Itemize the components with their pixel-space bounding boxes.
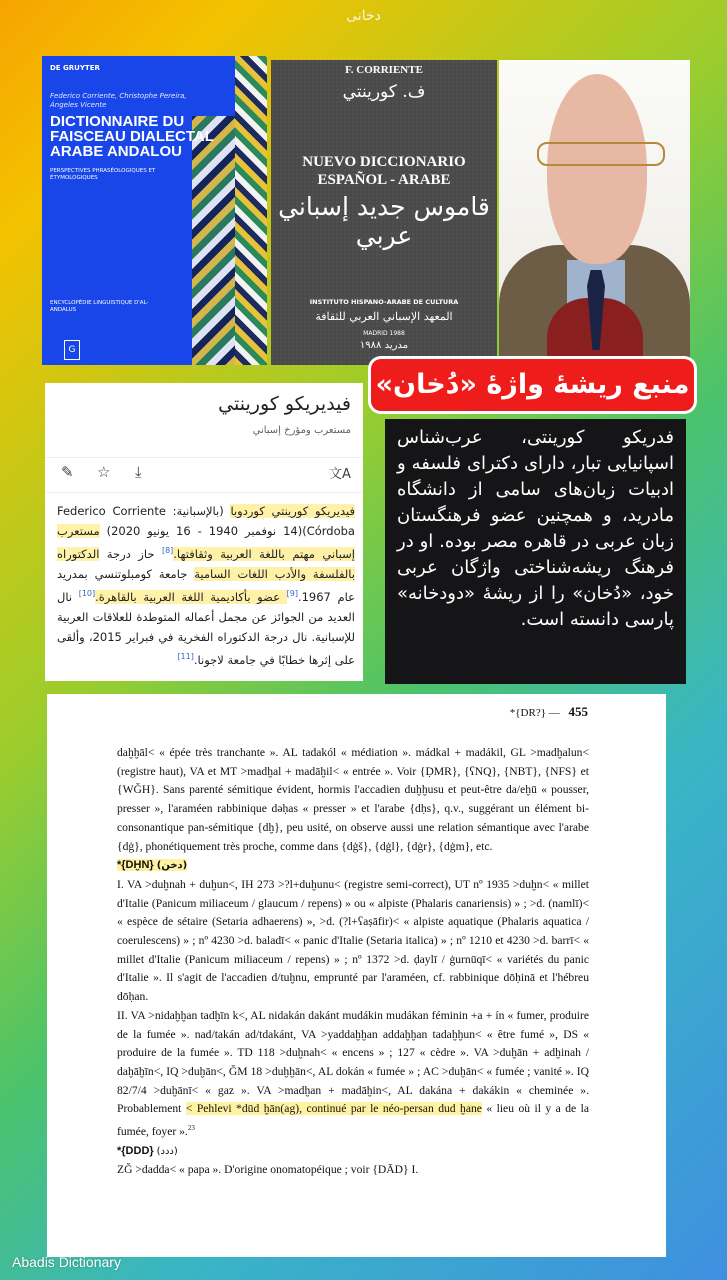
book2-institute: INSTITUTO HISPANO-ARABE DE CULTURA xyxy=(309,298,459,306)
book2-title-arabic: قاموس جديد إسباني عربي xyxy=(278,192,490,250)
book1-title: DICTIONNAIRE DU FAISCEAU DIALECTAL ARABE ANDALOU xyxy=(50,113,214,160)
wiki-name-highlight: فيديريكو كورينتي كوردوبا xyxy=(230,504,355,518)
wiki-text: (بالإسبانية: Federico Corriente Córdoba)(14 نوفمبر 1940 - 16 يونيو 2020) xyxy=(57,504,355,538)
publisher-logo: G xyxy=(64,340,80,360)
book-cover-nuevo-diccionario xyxy=(271,60,497,365)
wiki-text: حاز درجة xyxy=(99,546,162,561)
book1-authors: Federico Corriente, Christophe Pereira, Ángeles Vicente xyxy=(50,92,187,109)
entry-heading xyxy=(117,1142,589,1162)
entry-root-arabic: (ددد) xyxy=(156,1145,178,1157)
book2-author: F. CORRIENTE xyxy=(345,64,423,76)
running-head-label: *{DR?} xyxy=(509,707,546,719)
wiki-subtitle: مستعرب ومؤرخ إسباني xyxy=(252,425,351,436)
persian-description: فدریکو کورینتی، عرب‌شناس اسپانیایی تبار، دارای دکترای فلسفه و ادبیات زبان‌های سامی از دانشگاه مادرید، و همچنین عضو فرهنگستان زبان عربی در قاهره مصر بوده. او در فرهنگ ریشه‌شناختی واژگان عربی خود، «دُخان» را از ریشهٔ «دودخانه» پارسی دانسته است. xyxy=(385,419,686,684)
wiki-citation[interactable]: [8] xyxy=(161,546,174,555)
book1-series: ENCYCLOPÉDIE LINGUISTIQUE D'AL-ANDALUS xyxy=(50,300,149,313)
wiki-citation[interactable]: [9] xyxy=(286,588,298,598)
download-icon[interactable]: ⤓ xyxy=(135,463,142,481)
dictionary-page xyxy=(47,694,666,1257)
entry-root: *{DDD} xyxy=(117,1144,154,1157)
watermark-footer: Abadis Dictionary xyxy=(12,1254,121,1270)
wiki-title: فيديريكو كورينتي xyxy=(218,393,351,415)
book2-year: MADRID 1988 xyxy=(363,330,405,337)
paragraph: I. VA >duḫnah + duḫun<, IH 273 >?l+duḫunu< (registre semi-correct), UT nº 1935 >duḫn< « millet d'Italie (Panicum miliaceum / glaucum / repens) » ou « alpiste (Phalaris canariensis) » ; >d. (namlī)< « espèce de sétaire (Setaria adhaerens) », >d. (?l+ʕaṣāfir)< « alpiste aquatique (Phalaris aquatica / coerulescens) » ; nº 4230 >d. baladī< « panic d'Italie (Setaria italica) » ; nº 1210 et 4230 >d. barrī< « millet d'Italie (Panicum miliaceum / repens) » ; nº 1372 >d. ḍaylī / ġurnūqī< « variétés du panic d'Italie ». Il s'agit de l'accadien d/tuḫnu, emprunté par l'araméen, cf. rabbinique dōḥinā et l'hébreu dōḥan. xyxy=(117,877,589,1004)
star-icon[interactable]: ☆ xyxy=(97,463,111,481)
entry-heading xyxy=(117,856,589,876)
running-head: *{DR?} — 455 xyxy=(509,704,588,719)
translate-icon[interactable]: 文A xyxy=(329,467,351,482)
paragraph-text: « lieu où il y a de la fumée, foyer ». xyxy=(117,1102,589,1138)
dictionary-text xyxy=(117,744,589,1180)
paragraph xyxy=(117,1007,589,1142)
wiki-highlight: عضو بأكاديمية اللغة العربية بالقاهرة. xyxy=(95,589,287,604)
book1-subtitle: PERSPECTIVES PHRASÉOLOGIQUES ET ÉTYMOLOGIQUES xyxy=(50,168,156,181)
wiki-highlight: مستعرب إسباني مهتم باللغة العربية وثقافتها. xyxy=(57,524,355,561)
book2-institute-arabic: المعهد الإسباني العربي للثقافة xyxy=(315,310,453,323)
wiki-citation[interactable]: [10] xyxy=(78,588,96,598)
entry-root: *{DḪN} xyxy=(117,859,154,872)
wiki-citation[interactable]: [11] xyxy=(177,651,194,661)
portrait-photo xyxy=(499,60,690,365)
edit-icon[interactable]: ✎ xyxy=(61,463,74,481)
page-number: 455 xyxy=(568,704,588,719)
book-cover-dictionnaire xyxy=(42,56,267,365)
book2-year-arabic: مدريد ١٩٨٨ xyxy=(359,340,409,351)
paragraph: ZĞ >dadda< « papa ». D'origine onomatopéique ; voir {DĀD} I. xyxy=(117,1163,419,1177)
book2-author-arabic: ف. كورينتي xyxy=(342,82,426,102)
entry-root-arabic: (دخن) xyxy=(156,860,188,872)
book2-title: NUEVO DICCIONARIO ESPAÑOL - ARABE xyxy=(302,154,466,188)
paragraph-text: II. VA >nidaḫḫan tadḫīn k<, AL nidakán dakánt mudákin mudákan féminin +a + ín « fumer, produire de la fumée ». nad/takán ad/tdakánt, VA >yaddaḫḫan addaḫḫan tadaḫḫun< « être fumé », DS « produire de la fumée ». TD 118 >duḫnah< « encens » ; 127 « cèdre ». VA >duḫān + adḫinah / daḫāḫīn<, IQ >duḫān<, ĞM 18 >duḫḫān<, AL dokán « fumée » ; AC >duḫān< « fumée ; vanité ». IQ 82/7/4 >duḫānī< « gaz ». VA >madḫan + madāḫin<, AL dakána + dakákin « cheminée ». Probablement xyxy=(117,1008,589,1116)
app-title: دخانی xyxy=(346,8,381,24)
wiki-text: جامعة كومبلوتنسي بمدريد عام 1967. xyxy=(57,566,355,604)
wikipedia-card xyxy=(45,383,363,681)
wiki-text: نال العديد من الجوائز عن مجمل أعماله المتوطدة للعلاقات العربية للإسبانية. نال درجة الدكتوراه الفخرية في فبراير 2015، وألقى على إثرها خطابًا في جامعة لاجونا. xyxy=(57,589,355,667)
book1-publisher: DE GRUYTER xyxy=(50,64,100,72)
title-banner: منبع ریشهٔ واژهٔ «دُخان» xyxy=(371,359,694,411)
footnote-ref: 23 xyxy=(187,1124,195,1133)
etymology-highlight: < Pehlevi *dūd ḫān(ag), continué par le néo-persan dud ḫane xyxy=(185,1102,482,1116)
wiki-highlight: الدكتوراه بالفلسفة والأدب اللغات السامية xyxy=(57,546,355,581)
wiki-body xyxy=(57,501,355,669)
paragraph: daḫḫāl< « épée très tranchante ». AL tadakól « médiation ». mádkal + madákil, GL >madḫalun< (registre haut), VA et MT >madḫal + madāḫil< « entrée ». Voir {ḌMR}, {ʕNQ}, {NBT}, {NFS} et {WĞH}. Sans parenté sémitique évident, hormis l'accadien duḫḫusu et peut-être da/eḫū « pousser, presser », l'araméen rabbinique dəḥas « presser » et l'arabe {dḥs}, q.v., suggérant un élément bi-consonantique pan-sémitique {dḫ}, peu usité, on observe aussi une relation sémantique avec l'arabe {dġ}, phonétiquement très proche, comme dans {dġš}, {dġl}, {dġr}, {dġm}, etc. xyxy=(117,746,589,853)
